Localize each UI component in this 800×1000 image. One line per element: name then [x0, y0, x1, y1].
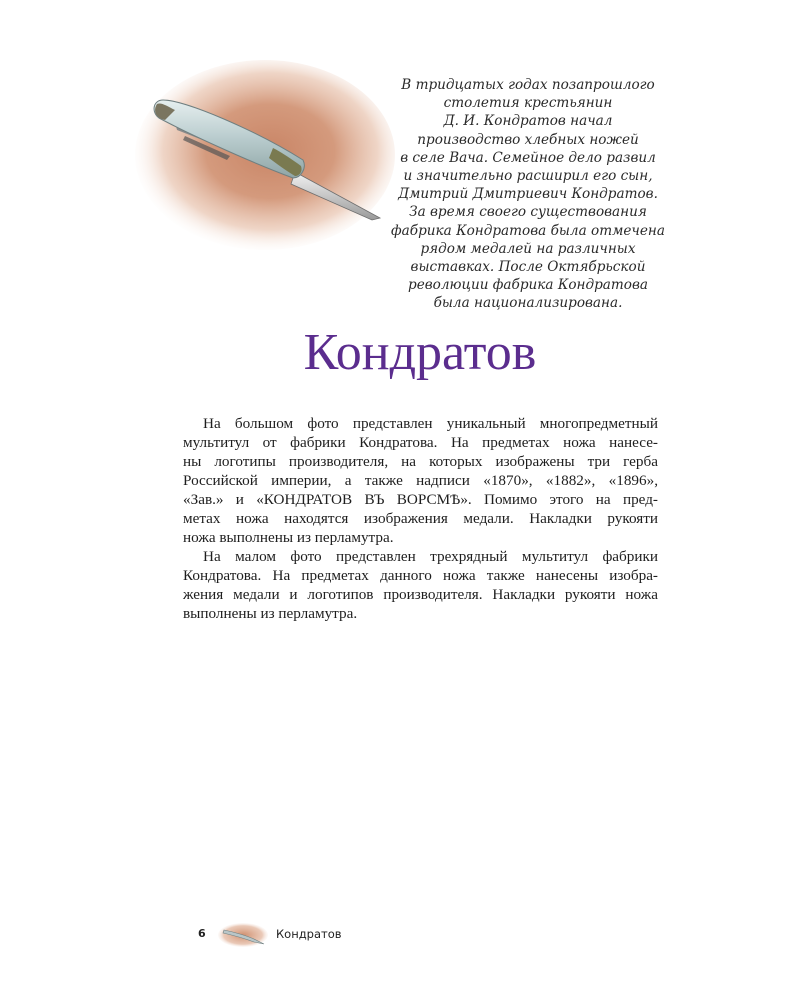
- page-number: 6: [198, 927, 206, 940]
- body-line: «Зав.» и «КОНДРАТОВ ВЪ ВОРСМѢ». Помимо этого на пред-: [183, 491, 658, 508]
- body-line: Кондратова. На предметах данного ножа также нанесены изобра-: [183, 567, 658, 584]
- body-line: мультитул от фабрики Кондратова. На предметах ножа нанесе-: [183, 434, 658, 451]
- body-line: ножа выполнены из перламутра.: [183, 529, 394, 546]
- caption-line: столетия крестьянин: [443, 95, 613, 112]
- body-line: На малом фото представлен трехрядный мультитул фабрики: [203, 548, 658, 565]
- body-text: [183, 414, 658, 623]
- knife-thumbnail-icon: [218, 923, 268, 947]
- caption-line: была национализирована.: [433, 295, 623, 312]
- body-line: ны логотипы производителя, на которых изображены три герба: [183, 453, 658, 470]
- caption-line: В тридцатых годах позапрошлого: [401, 77, 655, 93]
- caption-line: Дмитрий Дмитриевич Кондратов.: [398, 186, 658, 203]
- caption-line: рядом медалей на различных: [420, 240, 636, 257]
- page-footer: [198, 923, 498, 947]
- body-line: метах ножа находятся изображения медали. Накладки рукояти: [183, 510, 658, 527]
- body-line: жения медали и логотипов производителя. Накладки рукояти ножа: [183, 586, 658, 603]
- caption-line: Д. И. Кондратов начал: [443, 113, 613, 130]
- caption-line: За время своего существования: [409, 204, 647, 221]
- body-line: Российской империи, а также надписи «1870», «1882», «1896»,: [183, 472, 658, 489]
- body-line: выполнены из перламутра.: [183, 605, 358, 622]
- caption-line: и значительно расширил его сын,: [403, 168, 653, 185]
- sidebar-caption: [380, 76, 676, 313]
- caption-line: фабрика Кондратова была отмечена: [391, 222, 665, 239]
- caption-line: производство хлебных ножей: [417, 131, 639, 148]
- running-title: Кондратов: [276, 927, 342, 941]
- body-line: На большом фото представлен уникальный многопредметный: [203, 415, 658, 432]
- caption-line: в селе Вача. Семейное дело развил: [400, 149, 656, 166]
- caption-line: революции фабрика Кондратова: [408, 277, 648, 294]
- chapter-title: Кондратов: [303, 324, 537, 381]
- knife-photo: [135, 60, 395, 250]
- caption-line: выставках. После Октябрьской: [410, 259, 646, 276]
